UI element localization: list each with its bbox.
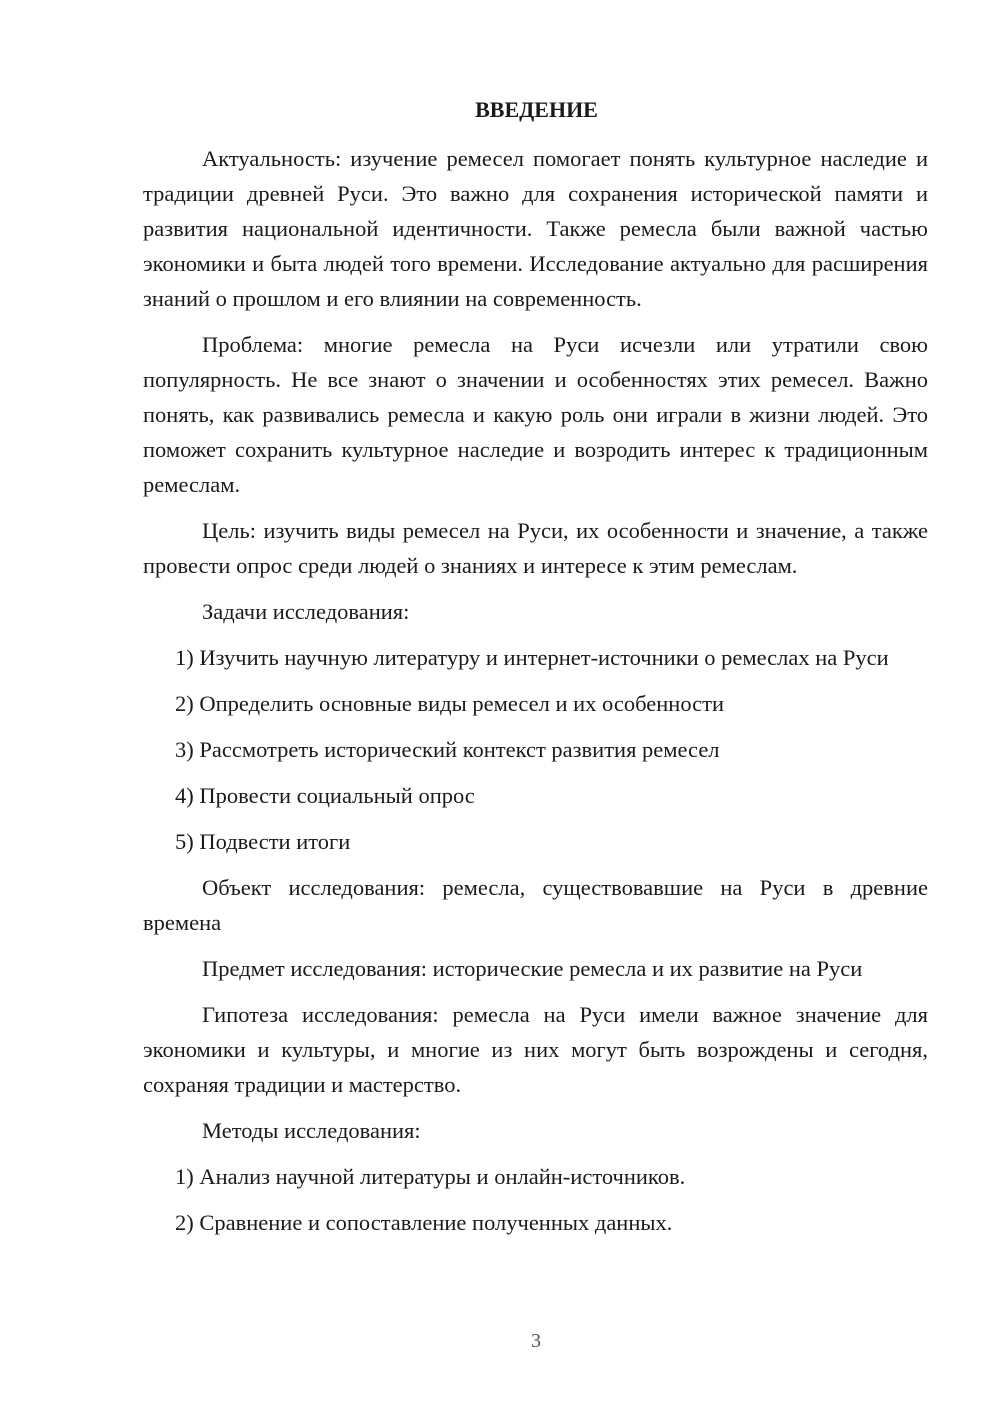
task-item-2: 2) Определить основные виды ремесел и их особенности (175, 691, 724, 716)
subject-paragraph: Предмет исследования: исторические ремесла и их развитие на Руси (202, 956, 863, 981)
goal-paragraph: Цель: изучить виды ремесел на Руси, их особенности и значение, а также провести опрос среди людей о знаниях и интересе к этим ремеслам. (143, 518, 928, 578)
methods-heading: Методы исследования: (202, 1118, 421, 1143)
page-number: 3 (531, 1330, 541, 1352)
method-item-2: 2) Сравнение и сопоставление полученных данных. (175, 1210, 673, 1235)
method-item-1: 1) Анализ научной литературы и онлайн-источников. (175, 1164, 686, 1189)
relevance-paragraph: Актуальность: изучение ремесел помогает понять культурное наследие и традиции древней Руси. Это важно для сохранения исторической памяти и развития национальной идентичности. Также ремесла были важной частью экономики и быта людей того времени. Исследование актуально для расширения знаний о прошлом и его влиянии на современность. (143, 146, 928, 311)
task-item-3: 3) Рассмотреть исторический контекст развития ремесел (175, 737, 720, 762)
task-item-1: 1) Изучить научную литературу и интернет-источники о ремеслах на Руси (175, 645, 889, 670)
object-paragraph: Объект исследования: ремесла, существовавшие на Руси в древние времена (143, 875, 928, 935)
page-title: ВВЕДЕНИЕ (475, 97, 598, 122)
problem-paragraph: Проблема: многие ремесла на Руси исчезли или утратили свою популярность. Не все знают о значении и особенностях этих ремесел. Важно понять, как развивались ремесла и какую роль они играли в жизни людей. Это поможет сохранить культурное наследие и возродить интерес к традиционным ремеслам. (143, 332, 928, 497)
hypothesis-paragraph: Гипотеза исследования: ремесла на Руси имели важное значение для экономики и культуры, и многие из них могут быть возрождены и сегодня, сохраняя традиции и мастерство. (143, 1002, 928, 1097)
task-item-4: 4) Провести социальный опрос (175, 783, 475, 808)
document-page (143, 92, 928, 1251)
task-item-5: 5) Подвести итоги (175, 829, 351, 854)
tasks-heading: Задачи исследования: (202, 599, 410, 624)
